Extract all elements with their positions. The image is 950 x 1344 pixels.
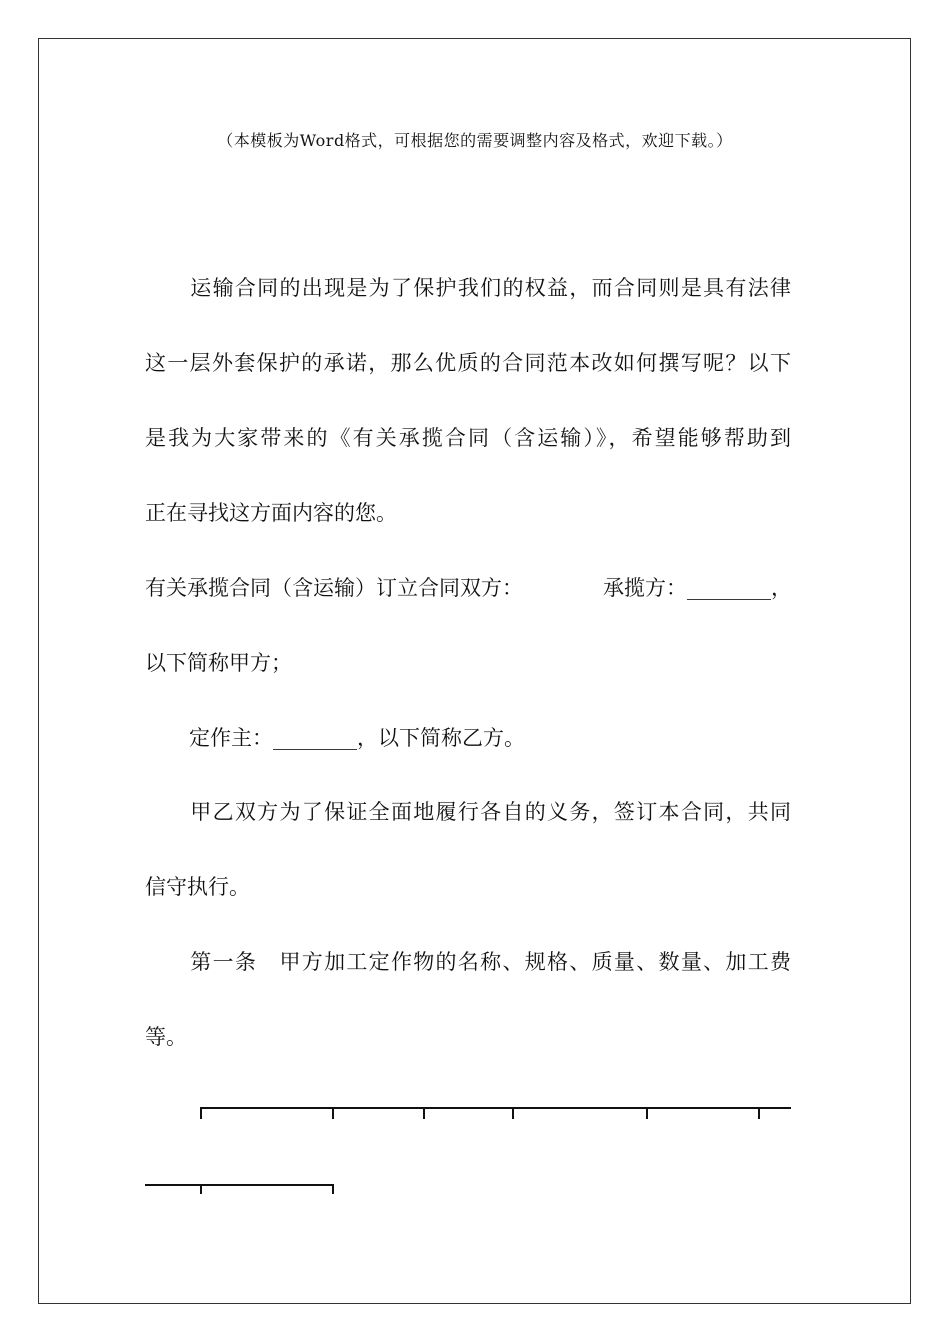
article-1-line-2: 等。 (145, 1025, 187, 1049)
contractor-field: 承揽方：________， (603, 576, 792, 600)
template-notice: （本模板为Word格式，可根据您的需要调整内容及格式，欢迎下载。） (217, 131, 733, 150)
article-1-line-1: 第一条 甲方加工定作物的名称、规格、质量、数量、加工费 (189, 950, 791, 974)
purpose-paragraph-line-1: 甲乙双方为了保证全面地履行各自的义务，签订本合同，共同 (189, 800, 791, 824)
purpose-paragraph-line-2: 信守执行。 (145, 875, 250, 899)
intro-paragraph-line-2: 这一层外套保护的承诺，那么优质的合同范本改如何撰写呢？以下 (145, 351, 791, 375)
customer-field: 定作主：________，以下简称乙方。 (189, 726, 525, 750)
intro-paragraph-line-3: 是我为大家带来的《有关承揽合同（含运输）》，希望能够帮助到 (145, 426, 791, 450)
intro-paragraph-line-1: 运输合同的出现是为了保护我们的权益，而合同则是具有法律 (189, 276, 791, 300)
intro-paragraph-line-4: 正在寻找这方面内容的您。 (145, 501, 397, 525)
parties-heading: 有关承揽合同（含运输）订立合同双方： (145, 576, 523, 600)
contractor-abbreviation: 以下简称甲方； (145, 651, 292, 675)
